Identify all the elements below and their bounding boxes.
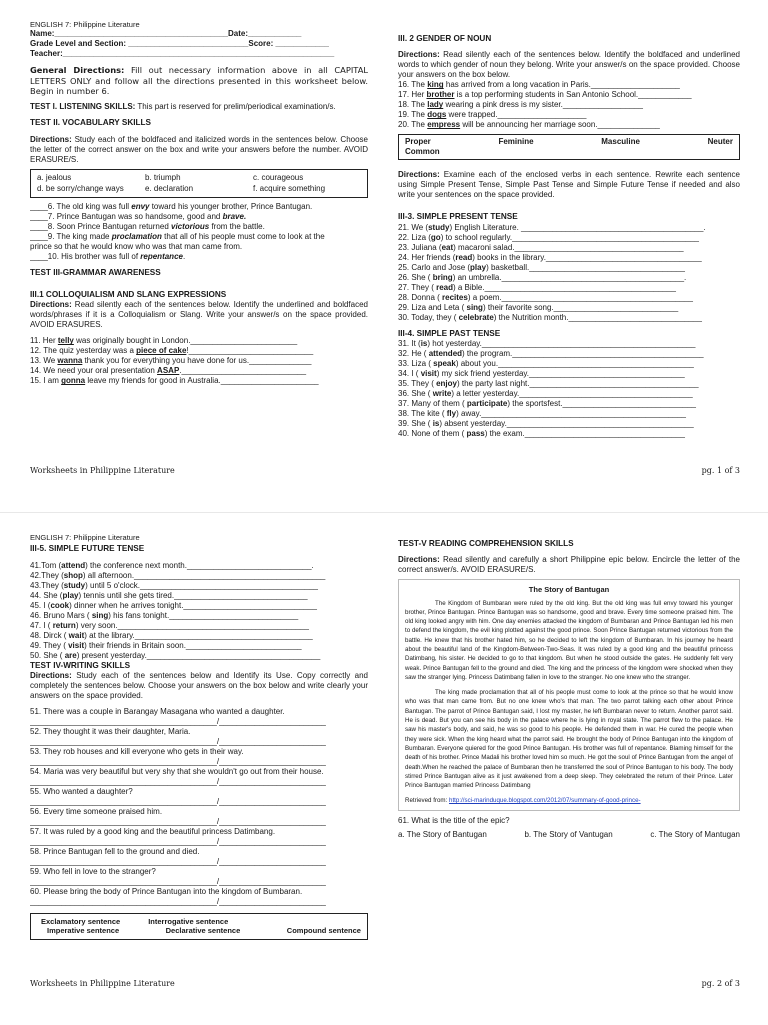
page2-footer-title: Worksheets in Philippine Literature <box>30 979 175 988</box>
list-item[interactable]: 29. Liza and Leta ( sing) their favorite song.____________________________ <box>398 302 679 312</box>
list-item[interactable]: 43.They (study) until 5 o'clock.________________________________________ <box>30 580 318 590</box>
test1-title: TEST I. LISTENING SKILLS: <box>30 102 136 112</box>
retrieved-from: Retrieved from: http://sci-marinduque.blogspot.com/2012/07/summary-of-good-prince- <box>405 797 641 805</box>
list-item[interactable]: 20. The empress will be announcing her marriage soon.______________ <box>398 120 660 130</box>
choice-a: a. jealous <box>37 172 72 182</box>
list-item[interactable]: 26. She ( bring) an umbrella._________________________________________. <box>398 272 687 282</box>
list-item[interactable]: 42.They (shop) all afternoon.___________________________________________ <box>30 570 326 580</box>
list-item[interactable]: 11. Her telly was originally bought in London.________________________ <box>30 336 298 346</box>
list-item[interactable]: 45. I (cook) dinner when he arrives tonight.______________________________ <box>30 600 317 610</box>
list-item: 57. It was ruled by a good king and the beautiful princess Datimbang. <box>30 826 276 836</box>
list-item[interactable]: 30. Today, they ( celebrate) the Nutrition month.______________________________ <box>398 312 702 322</box>
option-a[interactable]: a. The Story of Bantugan <box>398 829 487 839</box>
reading-directions: Directions: Read silently and carefully a short Philippine epic below. Encircle the letter of the correct answer/s. AVOID ERASURE/S. <box>398 555 740 575</box>
epic-story-box <box>398 579 740 810</box>
colloquial-items <box>30 336 368 386</box>
list-item: prince so that he would know who was that man came from. <box>30 241 243 251</box>
gender-title: III. 2 GENDER OF NOUN <box>398 34 492 43</box>
gender-neuter: Neuter <box>707 137 733 147</box>
list-item[interactable]: 18. The lady wearing a pink dress is my sister.__________________ <box>398 100 643 110</box>
list-item: 54. Maria was very beautiful but very shy that she wouldn't go out from their house. <box>30 766 324 776</box>
list-item: 53. They rob houses and kill everyone who gets in their way. <box>30 746 244 756</box>
future-tense-items <box>30 561 368 661</box>
present-tense-items <box>398 223 740 323</box>
list-item[interactable]: 50. She ( are) present yesterday._______________________________________ <box>30 650 321 660</box>
answer-line[interactable]: __________________________________________/________________________ <box>30 816 326 826</box>
list-item[interactable]: 19. The dogs were trapped.____________________ <box>398 110 587 120</box>
answer-line[interactable]: __________________________________________/________________________ <box>30 856 326 866</box>
test2-title: TEST II. VOCABULARY SKILLS <box>30 118 152 128</box>
test2-directions-text: Study each of the boldfaced and italicized words in the sentences below. Choose the letter of the correct answer on the box and write your answers before the number. AVOID ERASURE/S. <box>30 134 368 164</box>
page1-right-column <box>398 20 740 439</box>
worksheet-page-2 <box>0 512 768 1025</box>
page2-left-column <box>30 533 368 940</box>
list-item[interactable]: 35. They ( enjoy) the party last night.______________________________________ <box>398 378 699 388</box>
gender-masculine: Masculine <box>601 137 640 147</box>
choice-e: e. declaration <box>145 183 194 193</box>
question-61: 61. What is the title of the epic? <box>398 815 510 825</box>
list-item[interactable]: ____6. The old king was full envy toward his younger brother, Prince Bantugan. <box>30 201 313 211</box>
list-item[interactable]: 37. Many of them ( participate) the sportsfest.______________________________ <box>398 398 696 408</box>
test2-directions-label: Directions: <box>30 134 72 144</box>
test3-sub1-title: III.1 COLLOQUIALISM AND SLANG EXPRESSIONS <box>30 289 227 299</box>
test1-text: This part is reserved for prelim/periodical examination/s. <box>135 102 336 112</box>
list-item[interactable]: 23. Juliana (eat) macaroni salad.______________________________________ <box>398 242 684 252</box>
type-compound: Compound sentence <box>286 926 361 936</box>
answer-line[interactable]: __________________________________________/________________________ <box>30 836 326 846</box>
page1-left-column <box>30 20 368 386</box>
choice-c: c. courageous <box>253 172 304 182</box>
gender-items <box>398 80 740 130</box>
type-imperative: Imperative sentence <box>47 926 120 936</box>
future-tense-title: III-5. SIMPLE FUTURE TENSE <box>30 544 145 554</box>
option-b[interactable]: b. The Story of Vantugan <box>524 829 613 839</box>
subject-label: ENGLISH 7: Philippine Literature <box>30 20 140 29</box>
list-item[interactable]: 17. Her brother is a top performing students in San Antonio School.____________ <box>398 90 692 100</box>
vocabulary-choices-box <box>30 169 368 198</box>
vocabulary-items <box>30 202 368 262</box>
grade-score-field[interactable]: Grade Level and Section: ___________________________Score: ____________ <box>30 39 329 49</box>
general-directions <box>30 65 368 96</box>
list-item[interactable]: 22. Liza (go) to school regularly.__________________________________________ <box>398 232 699 242</box>
gender-feminine: Feminine <box>498 137 534 147</box>
reading-title: TEST-V READING COMPREHENSION SKILLS <box>398 539 574 548</box>
choice-d: d. be sorry/change ways <box>37 183 124 193</box>
gender-common: Common <box>405 147 440 157</box>
answer-line[interactable]: __________________________________________/________________________ <box>30 796 326 806</box>
list-item[interactable]: 32. He ( attended) the program.___________________________________________ <box>398 348 704 358</box>
list-item[interactable]: ____9. The king made proclamation that all of his people must come to look at the <box>30 231 325 241</box>
general-directions-label: General Directions: <box>30 65 125 76</box>
gender-directions: Directions: Read silently each of the sentences below. Identify the boldfaced and underlined words to which gender of noun they belong. Write your answer/s on the space provided. Choose your answers on the box below. <box>398 50 740 80</box>
present-tense-title: III-3. SIMPLE PRESENT TENSE <box>398 212 518 222</box>
list-item[interactable]: 40. None of them ( pass) the exam.____________________________________ <box>398 428 685 438</box>
answer-line[interactable]: __________________________________________/________________________ <box>30 896 326 906</box>
list-item[interactable]: 49. They ( visit) their friends in Britain soon.__________________________ <box>30 640 302 650</box>
page2-subject-label: ENGLISH 7: Philippine Literature <box>30 533 140 542</box>
list-item[interactable]: ____7. Prince Bantugan was so handsome, good and brave. <box>30 211 247 221</box>
list-item[interactable]: 46. Bruno Mars ( sing) his fans tonight._____________________________ <box>30 610 299 620</box>
list-item[interactable]: 33. Liza ( speak) about you.____________________________________________ <box>398 358 694 368</box>
source-link[interactable]: http://sci-marinduque.blogspot.com/2012/07/summary-of-good-prince- <box>449 797 641 805</box>
gender-choices-box <box>398 134 740 160</box>
test3-directions: Directions: Read silently each of the sentences below. Identify the underlined and boldfaced words/phrases if it is a Colloquialism or Slang. Write your answer/s on the space provided. AVOID ERASURES. <box>30 300 368 330</box>
answer-line[interactable]: __________________________________________/________________________ <box>30 756 326 766</box>
list-item: 51. There was a couple in Barangay Masagana who wanted a daughter. <box>30 706 285 716</box>
list-item[interactable]: 27. They ( read) a Bible.___________________________________________ <box>398 282 676 292</box>
list-item[interactable]: 14. We need your oral presentation ASAP.____________________________ <box>30 366 307 376</box>
option-c[interactable]: c. The Story of Mantugan <box>650 829 740 839</box>
list-item: 58. Prince Bantugan fell to the ground and died. <box>30 846 200 856</box>
worksheet-page-1 <box>0 0 768 512</box>
list-item[interactable]: 24. Her friends (read) books in the library.___________________________________ <box>398 252 702 262</box>
choice-b: b. triumph <box>145 172 181 182</box>
page1-footer-page-number: pg. 1 of 3 <box>701 466 740 475</box>
story-title: The Story of Bantugan <box>528 585 610 595</box>
list-item[interactable]: 13. We wanna thank you for everything you have done for us.______________ <box>30 356 312 366</box>
type-declarative: Declarative sentence <box>165 926 241 936</box>
answer-line[interactable]: __________________________________________/________________________ <box>30 736 326 746</box>
list-item[interactable]: 47. I ( return) very soon.___________________________________________ <box>30 620 309 630</box>
list-item: 52. They thought it was their daughter, Maria. <box>30 726 191 736</box>
name-date-field[interactable]: Name:_______________________________________Date:____________ <box>30 29 302 39</box>
general-directions-text: Fill out necessary information above in all CAPITAL LETTERS ONLY and follow all the directions presented in this worksheet below. Begin in number 6. <box>30 65 369 97</box>
sentence-types-box <box>30 913 368 940</box>
gender-proper: Proper <box>405 137 431 147</box>
writing-directions: Directions: Study each of the sentences below and Identify its Use. Copy correctly and completely the sentences below. Choose your answers on the box below and write clearly your answers on the space provided. <box>30 670 368 700</box>
type-exclamatory: Exclamatory sentence <box>41 916 121 926</box>
list-item[interactable]: 25. Carlo and Jose (play) basketball.___________________________________ <box>398 262 685 272</box>
list-item[interactable]: ____10. His brother was full of repentance. <box>30 251 186 261</box>
past-tense-title: III-4. SIMPLE PAST TENSE <box>398 328 501 338</box>
list-item: 55. Who wanted a daughter? <box>30 786 133 796</box>
story-paragraph-2: The king made proclamation that all of his people must come to look at the prince so that he would know who was that man came from. But no one knew who's that man. The two parrot talking each other about Prince Bantugan. The parrot of Prince Bantugan said, I lost my master, he left Bumbaran never to return. Another parrot said. He is dead. But you can see his body in the palace where he is lying in royal state. The parrot flew to the palace. He saw his master's body, and said, he was so good to his people. He defended them in war. He cured the people when they were sick. When the king heard what the parrot said. He brought the body of Prince Bantugan into the kingdom of Bumbaran. Everyone quiered for the good Prince Bantugan. His brother was full of repentance. Blaming himself for the death of his brother. Prince Madali his brother loved him so much. He got the soul of Prince Bantugan from the angel of death.When he reached the palace of Bumbaran then he transferred the soul of Prince Bantugan to his body. The body stirred Prince Bantugan alive as it just awakened from a deep sleep. They celebrated the return of their Prince. Later Prince Bantugan married Princess Datimbang <box>405 689 733 790</box>
teacher-field[interactable]: Teacher:_____________________________________________________________ <box>30 49 335 59</box>
list-item[interactable]: 16. The king has arrived from a long vacation in Paris.____________________ <box>398 80 680 90</box>
list-item[interactable]: 36. She ( write) a letter yesterday._______________________________________ <box>398 388 693 398</box>
answer-line[interactable]: __________________________________________/________________________ <box>30 776 326 786</box>
list-item[interactable]: 28. Donna ( recites) a poem.___________________________________________ <box>398 292 693 302</box>
tense-directions: Directions: Examine each of the enclosed verbs in each sentence. Rewrite each sentence using Simple Present Tense, Simple Past Tense and Simple Future Tense if needed and also write your sentences on the space provided. <box>398 170 740 200</box>
page2-right-column <box>398 533 740 840</box>
question-61-options <box>398 830 740 840</box>
list-item[interactable]: 39. She ( is) absent yesterday.__________________________________________ <box>398 418 694 428</box>
answer-line[interactable]: __________________________________________/________________________ <box>30 716 326 726</box>
test2-directions <box>30 135 368 165</box>
writing-skills-title: TEST IV-WRITING SKILLS <box>30 660 131 670</box>
page2-footer-page-number: pg. 2 of 3 <box>701 979 740 988</box>
list-item: 56. Every time someone praised him. <box>30 806 163 816</box>
list-item: 59. Who fell in love to the stranger? <box>30 866 156 876</box>
list-item[interactable]: 12. The quiz yesterday was a piece of cake!____________________________ <box>30 346 314 356</box>
list-item: 60. Please bring the body of Prince Bantugan into the kingdom of Bumbaran. <box>30 886 303 896</box>
answer-line[interactable]: __________________________________________/________________________ <box>30 876 326 886</box>
list-item[interactable]: 44. She (play) tennis until she gets tired.______________________________ <box>30 590 308 600</box>
list-item[interactable]: 34. I ( visit) my sick friend yesterday.___________________________________ <box>398 368 685 378</box>
list-item[interactable]: 21. We (study) English Literature. _________________________________________. <box>398 222 706 232</box>
writing-items <box>30 707 368 907</box>
choice-f: f. acquire something <box>253 183 326 193</box>
page1-footer-title: Worksheets in Philippine Literature <box>30 466 175 475</box>
test3-title: TEST III-GRAMMAR AWARENESS <box>30 267 161 277</box>
list-item[interactable]: 31. It (is) hot yesterday.________________________________________________ <box>398 338 696 348</box>
list-item[interactable]: 15. I am gonna leave my friends for good in Australia.______________________ <box>30 376 319 386</box>
past-tense-items <box>398 339 740 439</box>
list-item[interactable]: 38. The kite ( fly) away.______________________________________________ <box>398 408 686 418</box>
type-interrogative: Interrogative sentence <box>148 916 229 926</box>
story-paragraph-1: The Kingdom of Bumbaran were ruled by the old king. But the old king was full envy toward his younger brother, Prince Bantugan. Prince Bantugan was so handsome, good and brave. Every time someone praised him. The old king looked angry with him. One day enemies attacked the kingdom of Bumbaran and Prince Bantugan led his men to defend the kingdom, the evil king plotted against the good prince. Soon Prince Bantugan returned victorious from the battle. He knew that his brother hated him, so he decided to left the kingdom of Bumbaran. In his journey he heard about the beautiful land of the Kingdom-Between-Two-Seas. It was ruled by a good king and the beautiful princess Datimbang, his sister. He decided to go to that kingdom. But when he stood outside the gates. He suddenly felt very weak. Prince Bantugan fell to the ground and died. The king and the princess of the kingdom were shocked when they saw the stranger lying. Princess Datimbang fallen in love to the stranger. No one knew who the stranger. <box>405 599 733 681</box>
list-item[interactable]: ____8. Soon Prince Bantugan returned victorious from the battle. <box>30 221 265 231</box>
list-item[interactable]: 48. Dirck ( wait) at the library.________________________________________ <box>30 630 313 640</box>
list-item[interactable]: 41.Tom (attend) the conference next month.____________________________. <box>30 560 314 570</box>
test1-section <box>30 102 368 112</box>
